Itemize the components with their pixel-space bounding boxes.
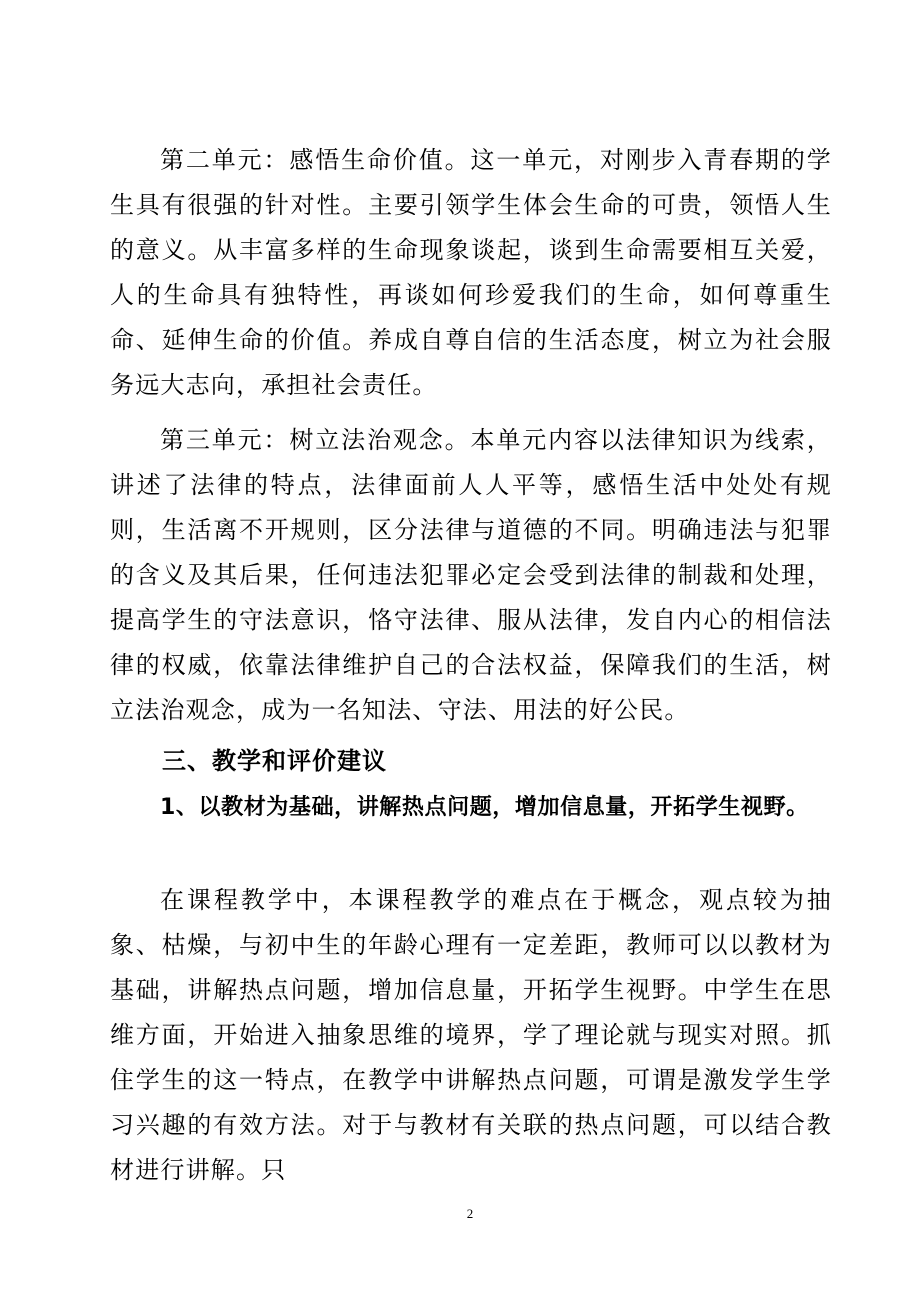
section-heading: 三、教学和评价建议 (162, 747, 387, 775)
page-number: 2 (466, 1206, 474, 1221)
paragraph-unit-two: 第二单元：感悟生命价值。这一单元，对刚步入青春期的学生具有很强的针对性。主要引领学生体会生命的可贵，领悟人生的意义。从丰富多样的生命现象谈起，谈到生命需要相互关爱，人的生命具有独特性，再谈如何珍爱我们的生命，如何尊重生命、延伸生命的价值。养成自尊自信的生活态度，树立为社会服务远大志向，承担社会责任。 (110, 146, 832, 399)
paragraph-teaching-suggestion: 在课程教学中，本课程教学的难点在于概念，观点较为抽象、枯燥，与初中生的年龄心理有一定差距，教师可以以教材为基础，讲解热点问题，增加信息量，开拓学生视野。中学生在思维方面，开始进入抽象思维的境界，学了理论就与现实对照。抓住学生的这一特点，在教学中讲解热点问题，可谓是激发学生学习兴趣的有效方法。对于与教材有关联的热点问题，可以结合教材进行讲解。只 (110, 886, 832, 1184)
subsection-heading: 1、以教材为基础，讲解热点问题，增加信息量，开拓学生视野。 (160, 795, 809, 820)
paragraph-unit-three: 第三单元：树立法治观念。本单元内容以法律知识为线索，讲述了法律的特点，法律面前人人平等，感悟生活中处处有规则，生活离不开规则，区分法律与道德的不同。明确违法与犯罪的含义及其后果，任何违法犯罪必定会受到法律的制裁和处理，提高学生的守法意识，恪守法律、服从法律，发自内心的相信法律的权威，依靠法律维护自己的合法权益，保障我们的生活，树立法治观念，成为一名知法、守法、用法的好公民。 (110, 426, 832, 724)
